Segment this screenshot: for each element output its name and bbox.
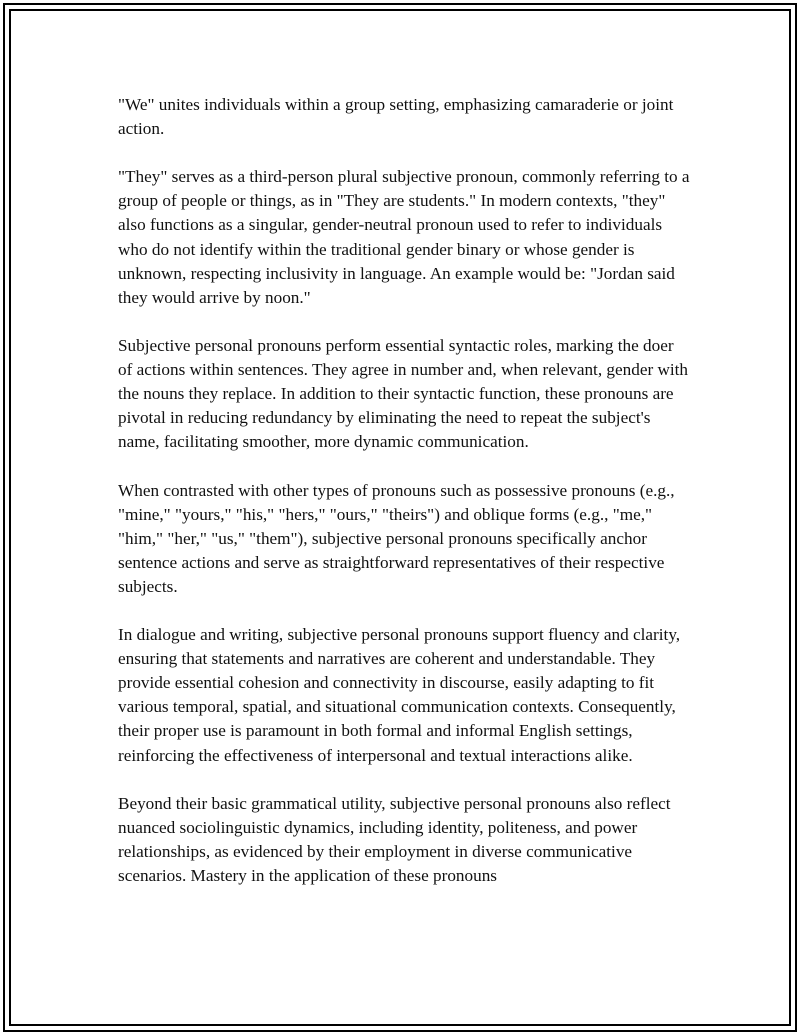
paragraph-contrast-pronoun-types: When contrasted with other types of pronouns such as possessive pronouns (e.g., "mine," "yours," "his," "hers," "ours," "theirs") and oblique forms (e.g., "me," "him," "her," "us," "them"), subjective personal pronouns specifically anchor sentence actions and serve as straightforward representatives of their respective subjects. (118, 480, 675, 596)
paragraph-sociolinguistic: Beyond their basic grammatical utility, subjective personal pronouns also reflect nuanced sociolinguistic dynamics, including identity, politeness, and power relationships, as evidenced by their employment in diverse communicative scenarios. Mastery in the application of these pronouns (118, 793, 671, 885)
paragraph-we: "We" unites individuals within a group setting, emphasizing camaraderie or joint action. (118, 95, 674, 139)
document-body (118, 93, 690, 912)
paragraph-syntactic-roles: Subjective personal pronouns perform essential syntactic roles, marking the doer of actions within sentences. They agree in number and, when relevant, gender with the nouns they replace. In addition to their syntactic function, these pronouns are pivotal in reducing redundancy by eliminating the need to repeat the subject's name, facilitating smoother, more dynamic communication. (118, 335, 689, 452)
paragraph-they: "They" serves as a third-person plural subjective pronoun, commonly referring to a group of people or things, as in "They are students." In modern contexts, "they" also functions as a singular, gender-neutral pronoun used to refer to individuals who do not identify within the traditional gender binary or whose gender is unknown, respecting inclusivity in language. An example would be: "Jordan said they would arrive by noon." (118, 167, 690, 307)
paragraph-dialogue-writing: In dialogue and writing, subjective personal pronouns support fluency and clarity, ensuring that statements and narratives are coherent and understandable. They provide essential cohesion and connectivity in discourse, easily adapting to fit various temporal, spatial, and situational communication contexts. Consequently, their proper use is paramount in both formal and informal English settings, reinforcing the effectiveness of interpersonal and textual interactions alike. (118, 625, 681, 765)
